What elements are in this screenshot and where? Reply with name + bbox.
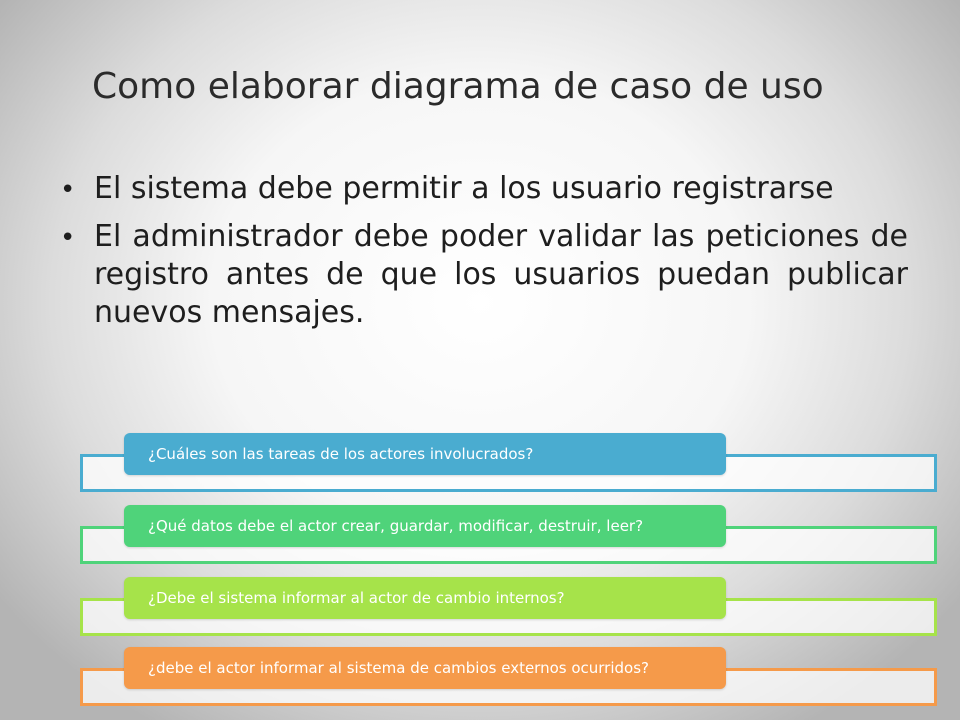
bullet-item	[60, 170, 908, 208]
question-label: ¿debe el actor informar al sistema de cambios externos ocurridos?	[124, 647, 726, 689]
bullet-list	[60, 170, 908, 342]
question-label: ¿Qué datos debe el actor crear, guardar, modificar, destruir, leer?	[124, 505, 726, 547]
bullet-text: El administrador debe poder validar las peticiones de registro antes de que los usuarios puedan publicar nuevos mensajes.	[94, 219, 908, 330]
question-row	[80, 505, 940, 576]
question-label: ¿Debe el sistema informar al actor de cambio internos?	[124, 577, 726, 619]
bullet-text: El sistema debe permitir a los usuario registrarse	[94, 171, 834, 206]
question-row	[80, 433, 940, 504]
question-row	[80, 647, 940, 718]
bullet-dot-icon: •	[60, 175, 76, 205]
bullet-dot-icon: •	[60, 223, 76, 253]
question-label: ¿Cuáles son las tareas de los actores involucrados?	[124, 433, 726, 475]
question-row	[80, 577, 940, 648]
bullet-item	[60, 218, 908, 332]
slide-title: Como elaborar diagrama de caso de uso	[92, 66, 824, 107]
